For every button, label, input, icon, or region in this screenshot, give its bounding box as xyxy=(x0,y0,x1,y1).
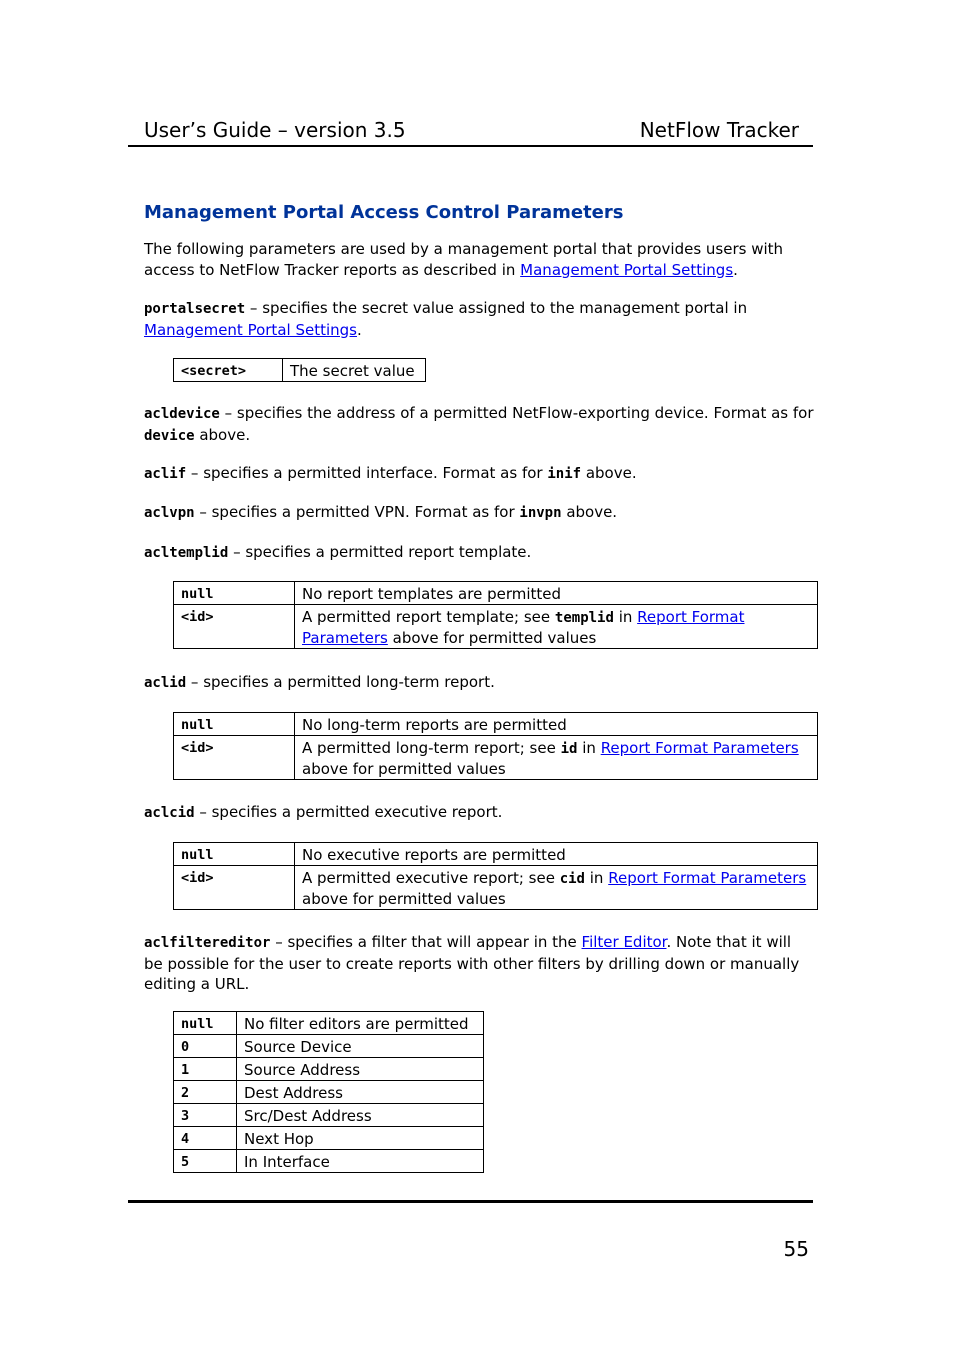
table-desc: No filter editors are permitted xyxy=(237,1012,484,1035)
desc-text: in xyxy=(577,739,601,757)
table-key: null xyxy=(174,843,295,866)
param-name-aclvpn: aclvpn xyxy=(144,505,195,521)
desc-text: above for permitted values xyxy=(387,629,597,647)
code-invpn: invpn xyxy=(519,505,562,521)
table-row xyxy=(174,1150,484,1173)
aclvpn-end: above. xyxy=(561,503,618,521)
table-row xyxy=(174,1081,484,1104)
table-row xyxy=(174,605,818,649)
param-name-aclcid: aclcid xyxy=(144,805,195,821)
table-key: 3 xyxy=(174,1104,237,1127)
aclid-paragraph xyxy=(144,672,814,694)
param-name-acltemplid: acltemplid xyxy=(144,545,229,561)
table-key: 2 xyxy=(174,1081,237,1104)
table-key: 5 xyxy=(174,1150,237,1173)
report-format-parameters-link[interactable]: Report Format Parameters xyxy=(608,869,807,887)
table-row xyxy=(174,1035,484,1058)
param-name-aclfiltereditor: aclfiltereditor xyxy=(144,935,271,951)
code-device: device xyxy=(144,427,195,444)
param-name-aclif: aclif xyxy=(144,466,187,482)
table-desc xyxy=(295,866,818,910)
aclif-paragraph xyxy=(144,463,814,485)
aclfiltereditor-end: . Note that it will be possible for the user to create reports with other filters by drilling down or manually editing a URL. xyxy=(144,933,800,993)
table-key: null xyxy=(174,1012,237,1035)
acltemplid-table xyxy=(173,581,818,649)
desc-text: in xyxy=(585,869,609,887)
param-name-portalsecret: portalsecret xyxy=(144,301,246,317)
table-desc: The secret value xyxy=(283,359,426,382)
acldevice-end: above. xyxy=(194,425,251,444)
management-portal-settings-link[interactable]: Management Portal Settings xyxy=(520,260,734,279)
desc-text: in xyxy=(613,608,638,626)
portalsecret-table xyxy=(173,358,426,382)
table-key: null xyxy=(174,713,295,736)
portalsecret-text: – specifies the secret value assigned to the management portal in xyxy=(245,299,748,317)
desc-text: A permitted executive report; see xyxy=(302,869,560,887)
table-key: <id> xyxy=(174,866,295,910)
table-desc xyxy=(295,736,818,780)
aclfiltereditor-table xyxy=(173,1011,484,1173)
desc-text: A permitted report template; see xyxy=(302,608,555,626)
table-row xyxy=(174,1012,484,1035)
table-key: 4 xyxy=(174,1127,237,1150)
table-key: 1 xyxy=(174,1058,237,1081)
portalsecret-paragraph xyxy=(144,298,814,340)
table-key: 0 xyxy=(174,1035,237,1058)
acldevice-text: – specifies the address of a permitted NetFlow-exporting device. Format as for xyxy=(219,404,814,422)
desc-text: above for permitted values xyxy=(302,890,506,908)
section-title: Management Portal Access Control Parameters xyxy=(144,202,624,223)
aclfiltereditor-text: – specifies a filter that will appear in the xyxy=(270,933,582,951)
table-key: <id> xyxy=(174,605,295,649)
table-key: <id> xyxy=(174,736,295,780)
table-desc: No long-term reports are permitted xyxy=(295,713,818,736)
management-portal-settings-link[interactable]: Management Portal Settings xyxy=(144,320,357,339)
code-inif: inif xyxy=(547,466,582,482)
table-row xyxy=(174,1127,484,1150)
aclcid-paragraph xyxy=(144,802,814,824)
table-row xyxy=(174,866,818,910)
desc-text: above for permitted values xyxy=(302,760,506,778)
table-row xyxy=(174,1058,484,1081)
acltemplid-text: – specifies a permitted report template. xyxy=(228,543,532,561)
table-row xyxy=(174,1104,484,1127)
table-desc: No report templates are permitted xyxy=(295,582,818,605)
aclvpn-text: – specifies a permitted VPN. Format as for xyxy=(194,503,520,521)
aclif-text: – specifies a permitted interface. Format as for xyxy=(186,464,548,482)
param-name-aclid: aclid xyxy=(144,675,187,691)
portalsecret-end: . xyxy=(356,320,362,339)
table-key: <secret> xyxy=(174,359,283,382)
table-desc: In Interface xyxy=(237,1150,484,1173)
page-number: 55 xyxy=(783,1237,809,1261)
table-row xyxy=(174,736,818,780)
desc-text: A permitted long-term report; see xyxy=(302,739,561,757)
aclid-table xyxy=(173,712,818,780)
footer-rule xyxy=(128,1200,813,1203)
code-templid: templid xyxy=(554,610,614,626)
aclid-text: – specifies a permitted long-term report. xyxy=(186,673,495,691)
intro-paragraph xyxy=(144,239,814,280)
code-cid: cid xyxy=(559,871,585,887)
table-key: null xyxy=(174,582,295,605)
table-desc xyxy=(295,605,818,649)
table-row xyxy=(174,359,426,382)
table-desc: Next Hop xyxy=(237,1127,484,1150)
header-rule xyxy=(128,145,813,147)
code-id: id xyxy=(560,741,578,757)
report-format-parameters-link[interactable]: Report Format Parameters xyxy=(302,608,745,647)
intro-text: The following parameters are used by a management portal that provides users with access to NetFlow Tracker reports as described in xyxy=(144,240,784,279)
aclif-end: above. xyxy=(581,464,637,482)
table-desc: Src/Dest Address xyxy=(237,1104,484,1127)
table-row xyxy=(174,582,818,605)
filter-editor-link[interactable]: Filter Editor xyxy=(581,933,667,951)
table-desc: Dest Address xyxy=(237,1081,484,1104)
param-name-acldevice: acldevice xyxy=(144,406,220,422)
aclvpn-paragraph xyxy=(144,502,814,524)
aclfiltereditor-paragraph xyxy=(144,932,814,995)
table-desc: Source Device xyxy=(237,1035,484,1058)
header-doc-title: User’s Guide – version 3.5 xyxy=(144,118,406,142)
table-row xyxy=(174,713,818,736)
acldevice-paragraph xyxy=(144,403,814,446)
table-desc: No executive reports are permitted xyxy=(295,843,818,866)
aclcid-table xyxy=(173,842,818,910)
table-desc: Source Address xyxy=(237,1058,484,1081)
header-product-name: NetFlow Tracker xyxy=(639,118,799,142)
intro-end: . xyxy=(733,260,738,279)
aclcid-text: – specifies a permitted executive report. xyxy=(194,803,503,821)
report-format-parameters-link[interactable]: Report Format Parameters xyxy=(600,739,799,757)
table-row xyxy=(174,843,818,866)
acltemplid-paragraph xyxy=(144,542,814,564)
